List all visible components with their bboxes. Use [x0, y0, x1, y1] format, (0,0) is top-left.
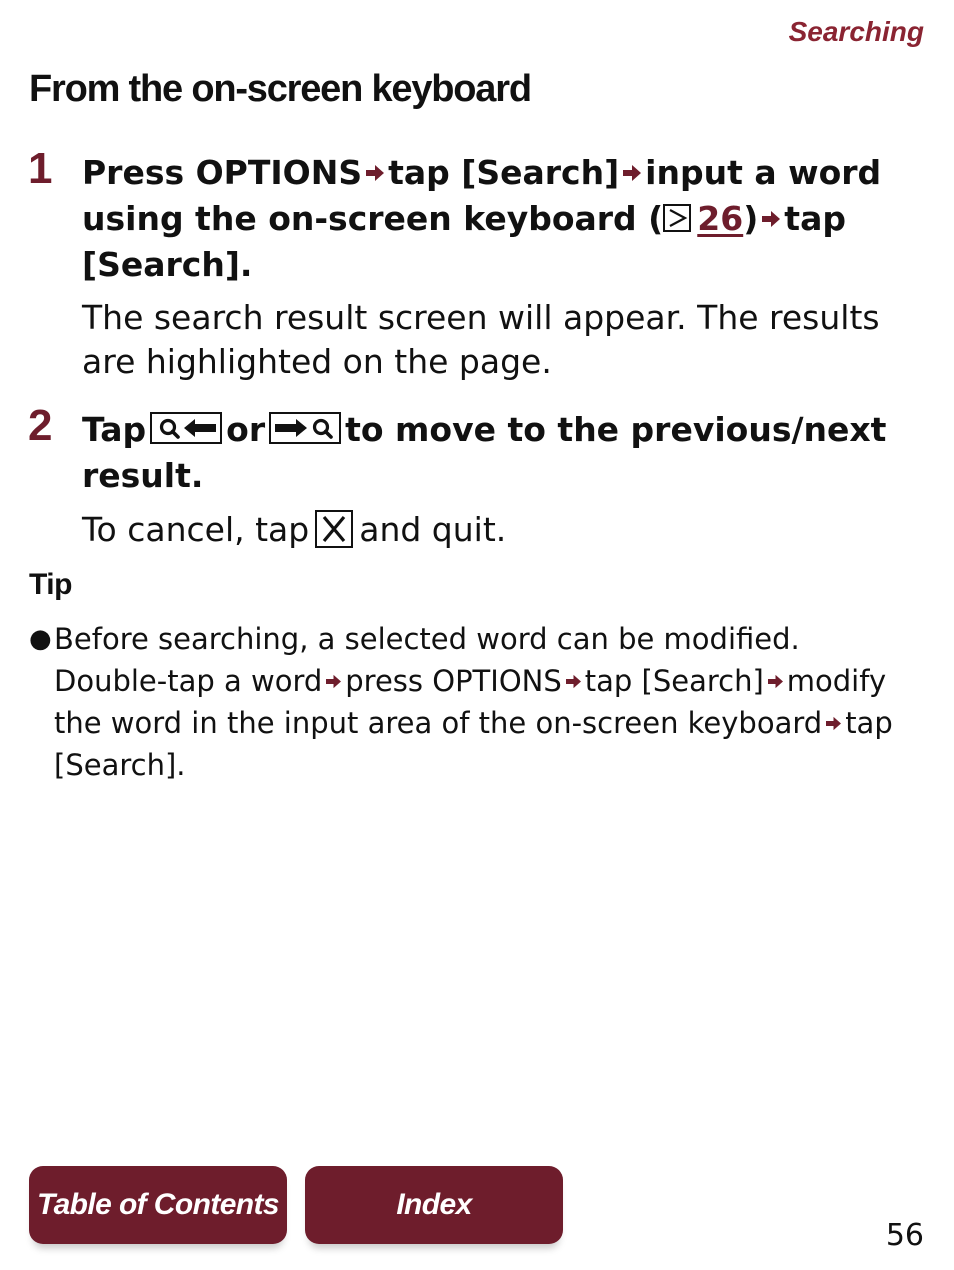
tip-item	[29, 618, 909, 786]
step-1-text-press-options: Press OPTIONS	[82, 153, 363, 192]
page-26-link[interactable]: 26	[697, 199, 744, 238]
right-arrow-icon	[623, 164, 641, 182]
bullet: ●	[29, 624, 52, 654]
page-title: From the on-screen keyboard	[29, 68, 531, 110]
step-2-text-cancel: To cancel, tap	[82, 510, 310, 549]
right-arrow-icon	[326, 674, 341, 689]
step-2-text-tap: Tap	[82, 410, 147, 449]
step-1-number: 1	[28, 144, 53, 193]
tip-text	[54, 618, 909, 786]
tip-text-segment-1: Before searching, a selected word can be modified. Double-tap a word	[54, 622, 800, 698]
table-of-contents-button[interactable]: Table of Contents	[29, 1166, 287, 1244]
tip-text-segment-5: tap [Search].	[54, 706, 893, 782]
step-2-text-or: or	[226, 410, 266, 449]
step-1-text-tap-search: tap [Search]	[388, 153, 620, 192]
right-arrow-icon	[366, 164, 384, 182]
search-previous-icon	[150, 412, 222, 444]
step-2-number: 2	[28, 401, 53, 450]
right-arrow-icon	[566, 674, 581, 689]
step-2-instruction	[82, 407, 912, 499]
step-1-text-tap-search-final: tap [Search].	[82, 199, 846, 284]
page-reference-icon	[663, 204, 691, 232]
index-button[interactable]: Index	[305, 1166, 563, 1244]
right-arrow-icon	[826, 716, 841, 731]
step-1-instruction	[82, 150, 912, 288]
step-1-description: The search result screen will appear. The results are highlighted on the page.	[82, 298, 880, 381]
step-2-text-quit: and quit.	[359, 510, 507, 549]
tip-text-segment-2: press OPTIONS	[345, 664, 562, 698]
page-number: 56	[885, 1218, 924, 1253]
tip-heading: Tip	[29, 568, 72, 601]
tip-text-segment-3: tap [Search]	[584, 664, 764, 698]
right-arrow-icon	[768, 674, 783, 689]
step-2-description	[82, 508, 922, 554]
close-icon	[315, 510, 353, 548]
section-header: Searching	[788, 16, 924, 47]
step-1-text-input-word: input a word using the on-screen keyboard (	[82, 153, 882, 238]
step-1-text-close-paren: )	[743, 199, 759, 238]
search-next-icon	[269, 412, 341, 444]
step-2-text-move: to move to the previous/next result.	[82, 410, 887, 495]
right-arrow-icon	[762, 210, 780, 228]
tip-text-segment-4: modify the word in the input area of the on-screen keyboard	[54, 664, 887, 740]
